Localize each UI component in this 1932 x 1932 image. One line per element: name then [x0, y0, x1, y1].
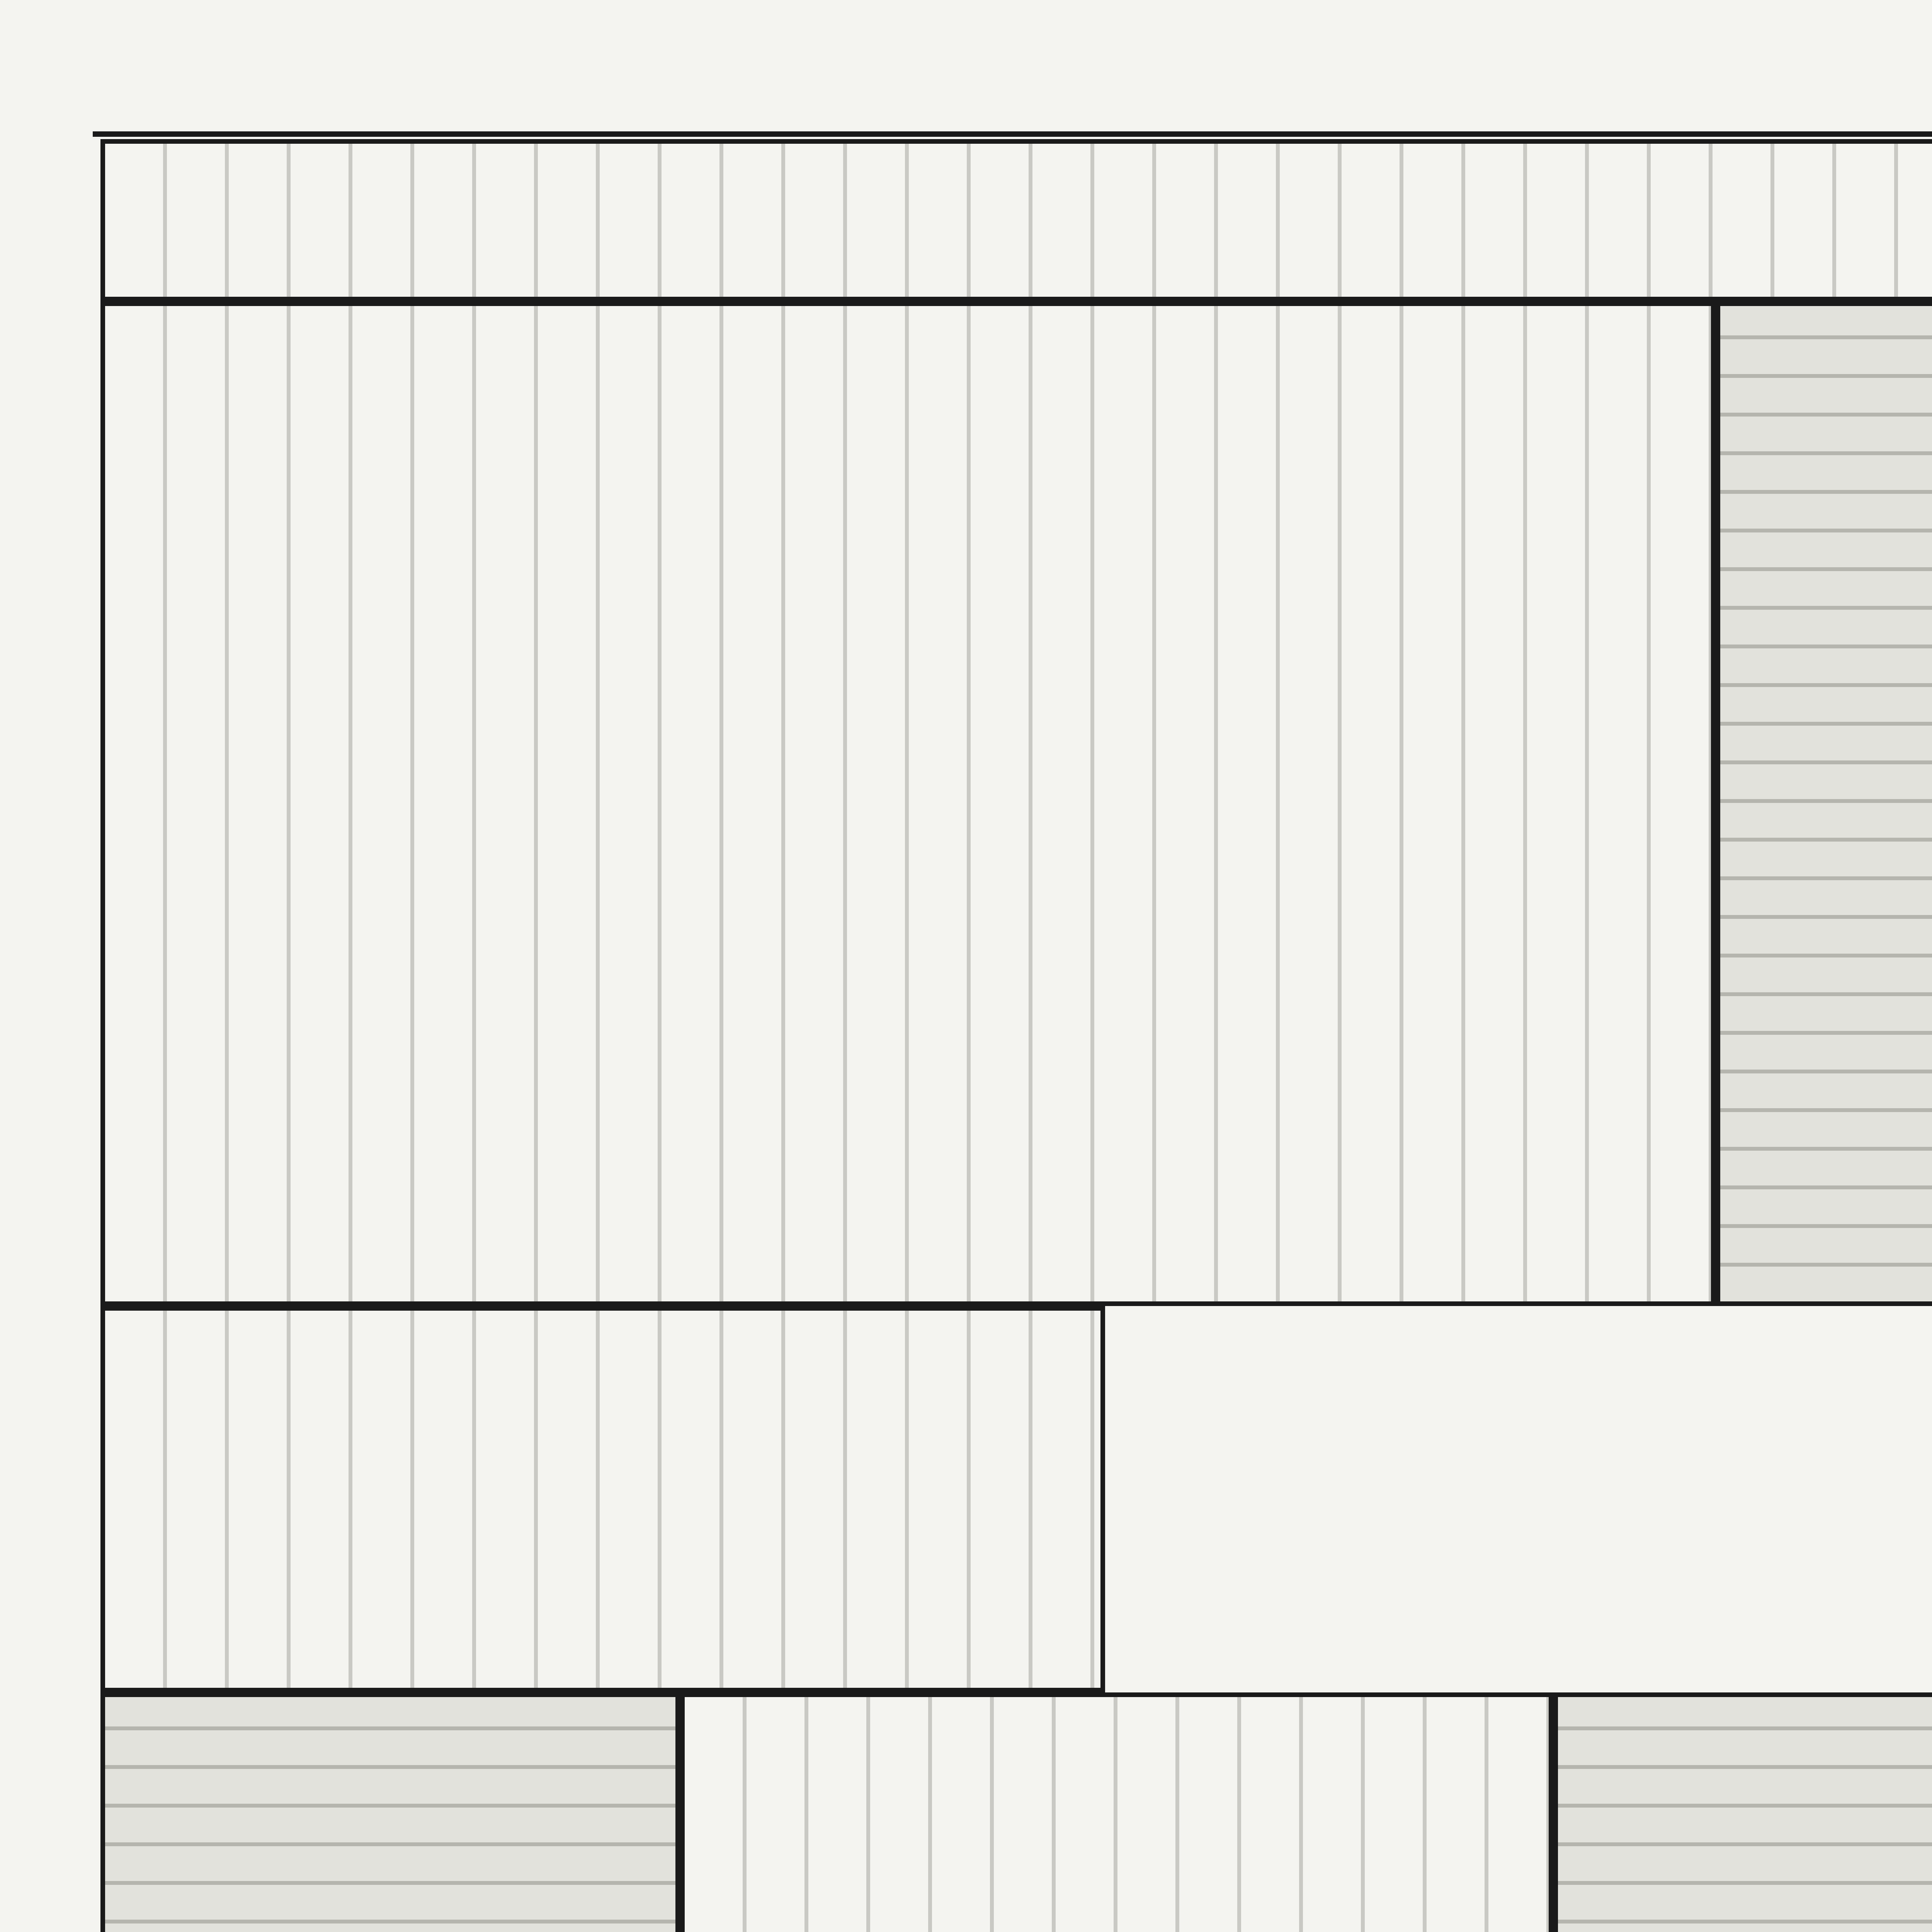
ad-strip-right	[1553, 1692, 1932, 1932]
lower-news	[100, 1306, 1105, 1692]
title-block	[1716, 301, 1932, 1306]
ad-strip-centre	[680, 1692, 1553, 1932]
ad-strip-left	[100, 1692, 680, 1932]
front-news	[100, 301, 1716, 1306]
page-border	[93, 131, 1932, 137]
masthead	[100, 139, 1932, 301]
